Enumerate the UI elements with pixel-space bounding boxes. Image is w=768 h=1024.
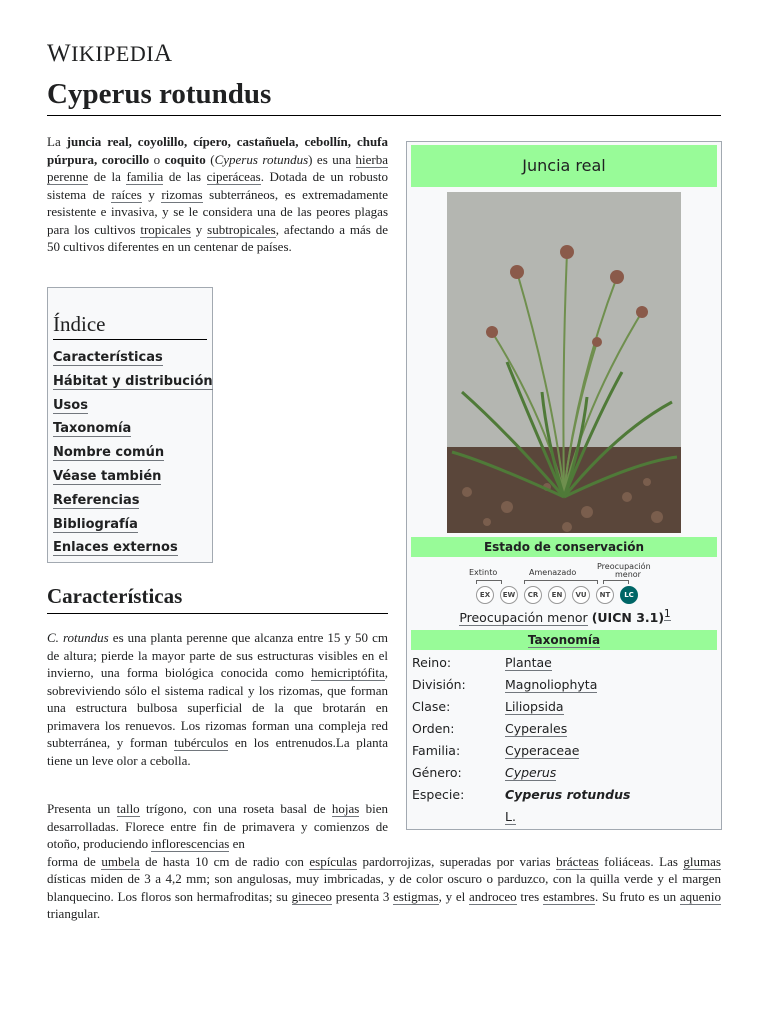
status-cr: CR [524,586,542,604]
status-vu: VU [572,586,590,604]
status-ex: EX [476,586,494,604]
label-extinct: Extinto [469,568,498,577]
lead-paragraph: La juncia real, coyolillo, cípero, castañuela, cebollín, chufa púrpura, corocillo o coquito (Cyperus rotundus) es una hierba perenne de la familia de las ciperáceas. Dotada de un robusto sistema de raíces y rizomas subterráneos, es extremadamente resistente e invasiva, y se le considera una de las peores plagas para los cultivos tropicales y subtropicales, afectando a más de 50 cultivos diferentes en un centenar de países. [47,134,388,254]
paragraph-caracteristicas-1: C. rotundus es una planta perenne que alcanza entre 15 y 50 cm de altura; pierde la mayor parte de sus estructuras visibles en el invierno, una forma biológica conocida como hemicriptófita, sobreviviendo sólo el sistema radical y los rizomas, que forman una estructura bulbosa superficial de la que brotarán en primavera los renuevos. Los rizomas forman una compleja red subterránea, y forman tubérculos en los entrenudos.La planta tiene un leve olor a cebolla. [47,630,388,768]
taxonomy-row [412,761,718,783]
taxon-link[interactable]: Liliopsida [505,698,564,714]
link-subtropicales[interactable]: subtropicales [207,221,276,237]
taxonomy-header [411,630,717,650]
link-tuberculos[interactable]: tubérculos [174,735,229,750]
link-rizomas[interactable]: rizomas [161,186,203,202]
bracket-threatened [524,580,598,584]
link-gineceo[interactable]: gineceo [291,888,333,904]
taxonomy-row [412,805,718,827]
status-ew: EW [500,586,518,604]
link-familia[interactable]: familia [126,169,164,184]
status-lc: LC [620,586,638,604]
toc-item-enlaces-externos[interactable]: Enlaces externos [53,540,178,556]
conservation-header: Estado de conservación [411,537,717,557]
link-estambres[interactable]: estambres [542,888,595,904]
rank-label: Orden: [412,720,455,736]
taxonomy-table [412,651,718,827]
link-ciperaceas[interactable]: ciperáceas [206,169,261,184]
toc-item-caracteristicas[interactable]: Características [53,350,163,365]
status-source: (UICN 3.1) [591,610,665,626]
label-threatened: Amenazado [529,568,577,577]
toc-item-bibliografia[interactable]: Bibliografía [53,516,138,532]
taxonomy-row [412,695,718,717]
taxon-link[interactable]: Cyperus [505,764,557,780]
rank-label: Reino: [412,654,452,670]
toc-item-habitat[interactable]: Hábitat y distribución [53,373,213,389]
plant-illustration [447,192,681,533]
taxon-link[interactable]: Plantae [505,654,552,670]
toc-item-nombre-comun[interactable]: Nombre común [53,445,165,461]
ref-1[interactable]: 1 [664,608,671,620]
rank-label: División: [412,676,466,692]
status-en: EN [548,586,566,604]
link-hojas[interactable]: hojas [331,801,360,816]
link-estigmas[interactable]: estigmas [393,888,439,904]
taxonomy-row [412,739,718,761]
bracket-extinct [476,580,502,584]
toc-item-vease-tambien[interactable]: Véase también [53,468,162,484]
taxon-link[interactable]: Cyperaceae [505,742,580,758]
link-hemicriptofita[interactable]: hemicriptófita [311,665,385,680]
authority-link[interactable]: L. [505,808,516,824]
link-espiculas[interactable]: espículas [309,853,358,869]
status-nt: NT [596,586,614,604]
taxon-link[interactable]: Magnoliophyta [505,676,598,692]
section-heading-caracteristicas: Características [47,584,388,614]
table-of-contents [47,287,213,563]
bracket-concern [603,580,629,584]
link-inflorescencias[interactable]: inflorescencias [151,836,230,851]
link-aquenio[interactable]: aquenio [679,888,721,904]
toc-item-referencias[interactable]: Referencias [53,492,140,508]
link-bracteas[interactable]: brácteas [556,853,599,869]
taxonomy-row [412,651,718,673]
plant-photo[interactable] [447,192,681,533]
link-tallo[interactable]: tallo [116,801,140,816]
link-raices[interactable]: raíces [111,186,142,202]
link-taxonomia[interactable]: Taxonomía [527,633,601,647]
conservation-scale [467,562,667,612]
link-perenne[interactable]: perenne [47,169,89,184]
paragraph-caracteristicas-2: Presenta un tallo trígono, con una roseta basal de hojas bien desarrolladas. Florece entre fin de primavera y comienzos de otoño, produciendo inflorescencias en forma de umbela de hasta 10 cm de radio con espículas pardorrojizas, superadas por varias brácteas foliáceas. Las glumas dísticas miden de 3 a 4,2 mm; son angulosas, muy imbricadas, y de color oscuro o parduzco, con la quilla verde y el margen blanquecino. Los floros son hermafroditas; su gineceo presenta 3 estigmas, y el androceo tres estambres. Su fruto es un aquenio triangular. [47,801,721,921]
link-androceo[interactable]: androceo [469,888,517,904]
wikipedia-wordmark[interactable]: WIKIPEDIA [47,40,173,67]
taxonomy-row [412,783,718,805]
label-concern-2: menor [615,570,641,579]
label-concern-1: Preocupación [597,562,651,571]
toc-item-usos[interactable]: Usos [53,397,88,413]
toc-item-taxonomia[interactable]: Taxonomía [53,421,132,437]
species-name: Cyperus rotundus [505,786,631,802]
taxonomy-row [412,717,718,739]
rank-label: Familia: [412,742,461,758]
taxon-link[interactable]: Cyperales [505,720,568,736]
link-glumas[interactable]: glumas [683,853,721,869]
conservation-status [407,608,723,625]
page-title: Cyperus rotundus [47,78,721,116]
infobox-title: Juncia real [411,145,717,187]
taxonomy-row [412,673,718,695]
link-umbela[interactable]: umbela [101,853,140,869]
rank-label: Especie: [412,786,465,802]
rank-label: Clase: [412,698,451,714]
toc-title: Índice [53,312,207,340]
link-preocupacion-menor[interactable]: Preocupación menor [459,610,588,626]
rank-label: Género: [412,764,462,780]
infobox [406,141,722,830]
link-tropicales[interactable]: tropicales [140,221,191,237]
link-hierba[interactable]: hierba [355,151,388,167]
